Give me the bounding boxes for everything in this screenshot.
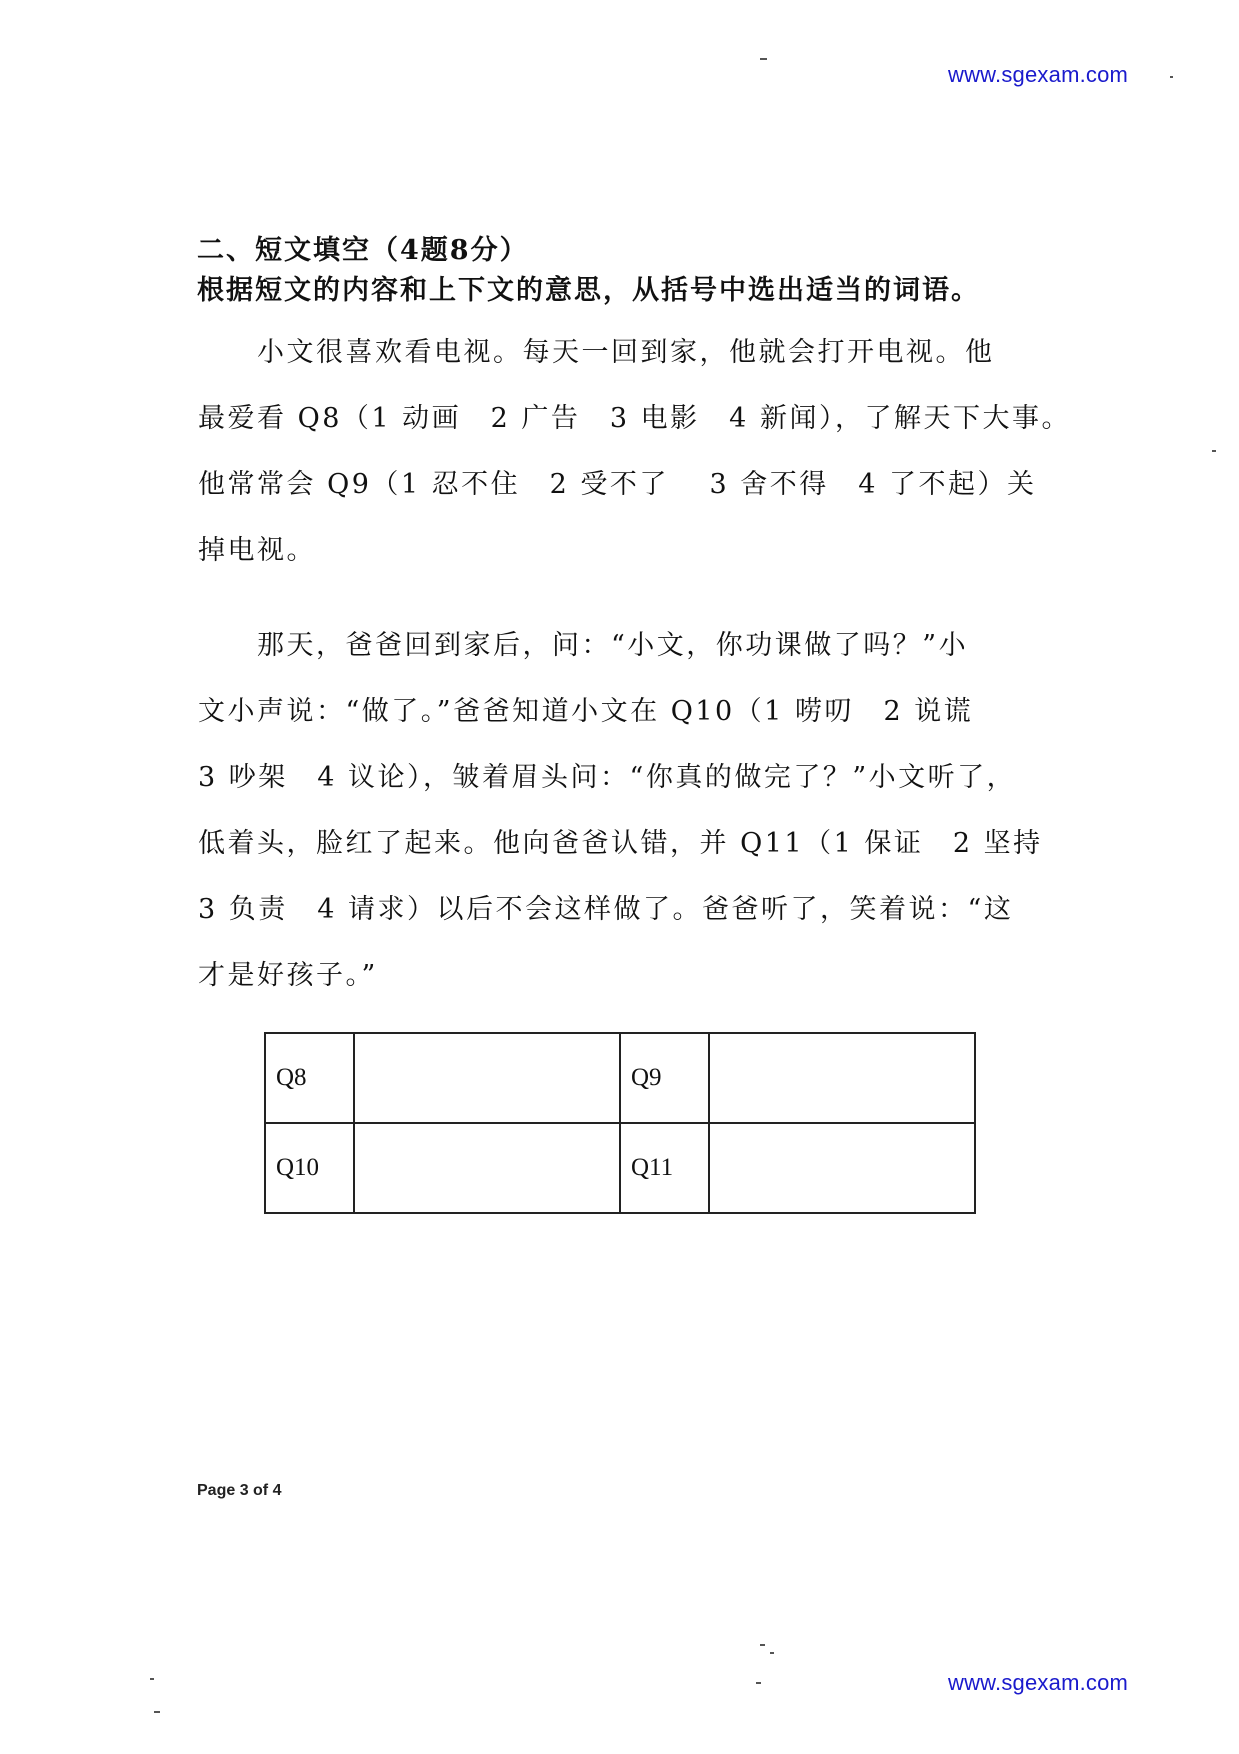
passage-line: 他常常会 Q9（1 忍不住 2 受不了 3 舍不得 4 了不起）关 [198, 469, 1037, 500]
passage-line: 3 吵架 4 议论），皱着眉头问：“你真的做完了？”小文听了， [198, 762, 1017, 793]
answer-box-q9[interactable] [709, 1033, 975, 1123]
page-number: Page 3 of 4 [197, 1482, 282, 1499]
scan-speck [760, 58, 767, 60]
passage-paragraph-2 [198, 613, 1058, 1009]
passage-paragraph-1 [198, 320, 1071, 584]
passage-line: 最爱看 Q8（1 动画 2 广告 3 电影 4 新闻），了解天下大事。 [198, 403, 1071, 434]
question-label-q10: Q10 [265, 1123, 354, 1213]
scan-speck [770, 1652, 774, 1654]
question-label-q11: Q11 [620, 1123, 709, 1213]
question-label-q8: Q8 [265, 1033, 354, 1123]
passage-line: 低着头，脸红了起来。他向爸爸认错，并 Q11（1 保证 2 坚持 [198, 828, 1043, 859]
scan-speck [1170, 76, 1173, 78]
passage-line: 3 负责 4 请求）以后不会这样做了。爸爸听了，笑着说：“这 [198, 894, 1014, 925]
table-row [265, 1123, 975, 1213]
passage-line: 那天，爸爸回到家后，问：“小文，你功课做了吗？”小 [198, 630, 969, 661]
table-row [265, 1033, 975, 1123]
passage-line: 才是好孩子。” [198, 960, 378, 991]
passage-line: 文小声说：“做了。”爸爸知道小文在 Q10（1 唠叨 2 说谎 [198, 696, 974, 727]
question-label-q9: Q9 [620, 1033, 709, 1123]
scan-speck [760, 1644, 765, 1646]
answer-table [264, 1032, 976, 1214]
answer-box-q8[interactable] [354, 1033, 620, 1123]
scan-speck [154, 1711, 160, 1713]
passage-line: 掉电视。 [198, 535, 316, 566]
section-instruction: 根据短文的内容和上下文的意思，从括号中选出适当的词语。 [197, 275, 980, 306]
section-title: 二、短文填空（4题8分） [197, 235, 529, 266]
scan-speck [150, 1678, 154, 1680]
scan-speck [1212, 450, 1216, 452]
answer-box-q10[interactable] [354, 1123, 620, 1213]
watermark-bottom: www.sgexam.com [948, 1670, 1129, 1695]
answer-box-q11[interactable] [709, 1123, 975, 1213]
scan-speck [756, 1682, 761, 1684]
passage-line: 小文很喜欢看电视。每天一回到家，他就会打开电视。他 [198, 337, 995, 368]
watermark-top: www.sgexam.com [948, 62, 1129, 87]
